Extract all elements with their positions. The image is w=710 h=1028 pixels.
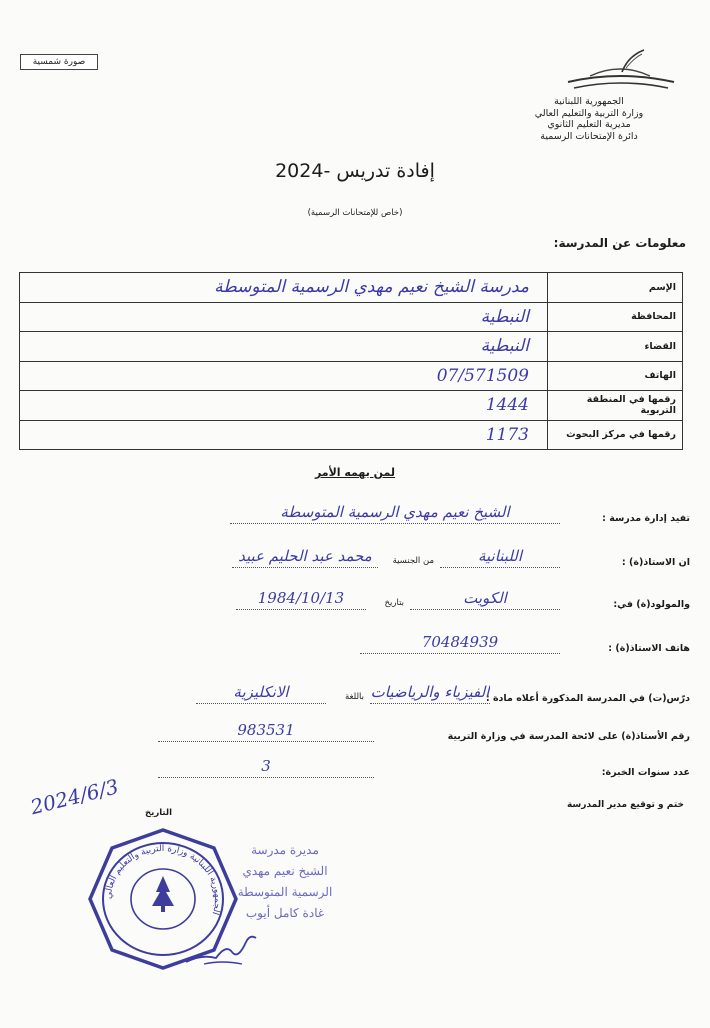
research-center-number-value: 1173 <box>20 420 548 450</box>
ministry-line: مديرية التعليم الثانوي <box>547 119 631 130</box>
phone-label: الهاتف <box>548 361 683 391</box>
date-label: التاريخ <box>145 808 172 818</box>
governorate-value: النبطية <box>20 302 548 332</box>
nationality-label: من الجنسية <box>392 556 434 566</box>
teacher-phone-value: 70484939 <box>360 631 560 654</box>
statement-row <box>20 588 690 612</box>
photo-label: صورة شمسية <box>20 54 98 70</box>
principal-stamp <box>220 840 350 924</box>
region-number-label: رقمها في المنطقة التربوية <box>548 391 683 421</box>
stamp-line: الشيخ نعيم مهدي <box>242 864 328 878</box>
statement-row <box>20 682 690 706</box>
statement-row <box>20 720 690 744</box>
ministry-header <box>504 96 674 142</box>
school-info-table <box>19 272 683 450</box>
stamp-line: الرسمية المتوسطة <box>237 885 333 899</box>
birth-date-label: بتاريخ <box>384 598 404 608</box>
region-number-value: 1444 <box>20 391 548 421</box>
district-value: النبطية <box>20 332 548 362</box>
born-in-label: والمولود(ة) في: <box>613 599 690 610</box>
signature-label: ختم و توقيع مدير المدرسة <box>566 800 684 810</box>
statement-row <box>20 632 690 656</box>
statement-row <box>20 502 690 526</box>
table-row <box>20 332 683 362</box>
statement-row <box>20 756 690 780</box>
stamp-line: مديرة مدرسة <box>251 843 319 857</box>
school-name-value: مدرسة الشيخ نعيم مهدي الرسمية المتوسطة <box>20 273 548 303</box>
document-title: إفادة تدريس -2024 <box>275 160 435 182</box>
subject-label: درّس(ت) في المدرسة المذكورة أعلاه مادة : <box>485 693 690 704</box>
stamp-line: غادة كامل أيوب <box>245 906 325 920</box>
date-value: 2024/6/3 <box>28 774 121 820</box>
statement-row <box>20 546 690 570</box>
nationality-value: اللبنانية <box>440 545 560 568</box>
phone-value: 07/571509 <box>20 361 548 391</box>
admin-label: تفيد إدارة مدرسة : <box>602 513 690 524</box>
district-label: القضاء <box>548 332 683 362</box>
seal-text: الجمهورية اللبنانية وزارة التربية والتعليم العالي <box>103 843 223 916</box>
table-row <box>20 302 683 332</box>
research-center-number-label: رقمها في مركز البحوث <box>548 420 683 450</box>
school-section-title: معلومات عن المدرسة: <box>553 236 686 250</box>
document-subtitle: (خاص للإمتحانات الرسمية) <box>307 208 403 218</box>
birth-date-value: 1984/10/13 <box>236 587 366 610</box>
born-in-value: الكويت <box>410 587 560 610</box>
language-label: باللغة <box>344 692 364 702</box>
ministry-number-value: 983531 <box>158 719 374 742</box>
language-value: الانكليزية <box>196 681 326 704</box>
ministry-number-label: رقم الأستاذ(ة) على لائحة المدرسة في وزارة التربية <box>447 731 690 742</box>
table-row <box>20 361 683 391</box>
teacher-label: ان الاستاذ(ة) : <box>621 557 690 568</box>
to-whom-heading: لمن يهمه الأمر <box>314 466 396 479</box>
ministry-line: الجمهورية اللبنانية <box>554 96 624 107</box>
table-row <box>20 273 683 303</box>
ministry-line: دائرة الإمتحانات الرسمية <box>540 130 638 142</box>
ministry-logo <box>560 48 680 92</box>
admin-value: الشيخ نعيم مهدي الرسمية المتوسطة <box>230 501 560 524</box>
experience-value: 3 <box>158 755 374 778</box>
ministry-line: وزارة التربية والتعليم العالي <box>534 107 644 119</box>
school-name-label: الإسم <box>548 273 683 303</box>
table-row <box>20 420 683 450</box>
experience-label: عدد سنوات الخبرة: <box>601 767 690 778</box>
table-row <box>20 391 683 421</box>
teacher-phone-label: هاتف الاستاذ(ة) : <box>608 643 690 654</box>
governorate-label: المحافظة <box>548 302 683 332</box>
subject-value: الفيزياء والرياضيات <box>370 681 490 704</box>
principal-signature <box>182 924 262 968</box>
teacher-value: محمد عبد الحليم عبيد <box>232 545 378 568</box>
